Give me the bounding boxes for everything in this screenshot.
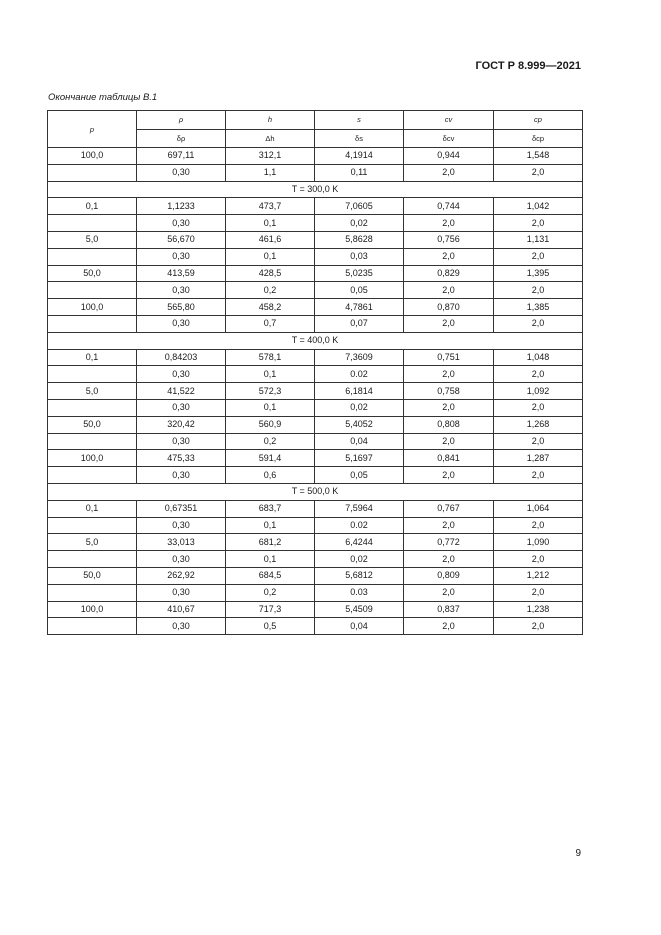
cell-pressure: 0,1 [48, 198, 137, 215]
cell-cv: 0,767 [404, 500, 494, 517]
cell-rho: 410,67 [137, 601, 226, 618]
cell-cv: 0,829 [404, 265, 494, 282]
cell-cp: 2,0 [494, 399, 583, 416]
temperature-group-label: T = 400,0 K [48, 332, 583, 349]
cell-rho: 0,30 [137, 282, 226, 299]
cell-cv: 0,944 [404, 148, 494, 165]
cell-cp: 1,042 [494, 198, 583, 215]
cell-cp: 1,268 [494, 416, 583, 433]
cell-pressure [48, 315, 137, 332]
cell-s: 4,7861 [315, 299, 404, 316]
cell-cv: 0,808 [404, 416, 494, 433]
cell-rho: 0,30 [137, 584, 226, 601]
table-row [48, 299, 583, 316]
cell-rho: 262,92 [137, 567, 226, 584]
cell-pressure [48, 618, 137, 635]
cell-cp: 1,238 [494, 601, 583, 618]
cell-cv: 2,0 [404, 433, 494, 450]
cell-s: 5,0235 [315, 265, 404, 282]
cell-cp: 2,0 [494, 315, 583, 332]
cell-cv: 2,0 [404, 366, 494, 383]
cell-rho: 320,42 [137, 416, 226, 433]
col-header-cv-label: cv [444, 115, 453, 125]
cell-cv: 0,772 [404, 534, 494, 551]
cell-pressure [48, 399, 137, 416]
cell-s: 0.03 [315, 584, 404, 601]
cell-pressure: 100,0 [48, 601, 137, 618]
cell-cp: 2,0 [494, 366, 583, 383]
cell-rho: 0,30 [137, 399, 226, 416]
cell-pressure: 5,0 [48, 534, 137, 551]
cell-s: 0,07 [315, 315, 404, 332]
cell-pressure: 50,0 [48, 416, 137, 433]
cell-h: 0,1 [226, 366, 315, 383]
cell-pressure [48, 433, 137, 450]
cell-pressure: 0,1 [48, 349, 137, 366]
cell-h: 578,1 [226, 349, 315, 366]
col-header-s-label: s [357, 115, 361, 125]
col-header-cp-label: cp [534, 115, 542, 125]
col-header-cp [494, 111, 583, 130]
col-header-cv [404, 111, 494, 130]
cell-pressure: 100,0 [48, 450, 137, 467]
cell-s: 5,6812 [315, 567, 404, 584]
cell-rho: 1,1233 [137, 198, 226, 215]
cell-s: 0,02 [315, 551, 404, 568]
cell-cv: 2,0 [404, 282, 494, 299]
cell-h: 0,1 [226, 517, 315, 534]
cell-cp: 2,0 [494, 618, 583, 635]
cell-h: 591,4 [226, 450, 315, 467]
cell-cp: 2,0 [494, 215, 583, 232]
cell-h: 683,7 [226, 500, 315, 517]
col-header-rho [137, 111, 226, 130]
cell-s: 5,4509 [315, 601, 404, 618]
cell-h: 717,3 [226, 601, 315, 618]
cell-cp: 2,0 [494, 433, 583, 450]
cell-cv: 2,0 [404, 248, 494, 265]
cell-rho: 475,33 [137, 450, 226, 467]
cell-pressure [48, 248, 137, 265]
cell-rho: 41,522 [137, 383, 226, 400]
table-row [48, 383, 583, 400]
cell-cp: 1,092 [494, 383, 583, 400]
cell-cp: 2,0 [494, 517, 583, 534]
cell-h: 1,1 [226, 164, 315, 181]
cell-h: 428,5 [226, 265, 315, 282]
cell-cv: 2,0 [404, 551, 494, 568]
col-header-delta-cv: δcv [404, 129, 494, 148]
cell-rho: 0,30 [137, 467, 226, 484]
col-header-delta-h: Δh [226, 129, 315, 148]
cell-s: 0,05 [315, 467, 404, 484]
cell-s: 5,4052 [315, 416, 404, 433]
cell-h: 0,6 [226, 467, 315, 484]
cell-cv: 0,756 [404, 231, 494, 248]
cell-h: 312,1 [226, 148, 315, 165]
cell-cp: 2,0 [494, 584, 583, 601]
cell-h: 458,2 [226, 299, 315, 316]
cell-h: 0,2 [226, 584, 315, 601]
cell-h: 572,3 [226, 383, 315, 400]
cell-s: 0,04 [315, 618, 404, 635]
cell-cv: 0,758 [404, 383, 494, 400]
cell-pressure: 100,0 [48, 148, 137, 165]
data-table [47, 110, 583, 635]
cell-rho: 0,30 [137, 215, 226, 232]
table-row [48, 467, 583, 484]
cell-cv: 2,0 [404, 618, 494, 635]
table-caption: Окончание таблицы В.1 [48, 92, 158, 103]
cell-cv: 2,0 [404, 215, 494, 232]
cell-h: 0,1 [226, 215, 315, 232]
cell-cv: 0,837 [404, 601, 494, 618]
cell-cp: 1,287 [494, 450, 583, 467]
cell-h: 0,1 [226, 399, 315, 416]
cell-h: 0,2 [226, 282, 315, 299]
cell-s: 4,1914 [315, 148, 404, 165]
cell-pressure: 50,0 [48, 567, 137, 584]
cell-cv: 2,0 [404, 467, 494, 484]
table-row [48, 567, 583, 584]
cell-h: 0,1 [226, 248, 315, 265]
cell-cv: 2,0 [404, 164, 494, 181]
cell-pressure [48, 164, 137, 181]
cell-pressure: 100,0 [48, 299, 137, 316]
cell-s: 0.02 [315, 366, 404, 383]
table-row [48, 148, 583, 165]
cell-pressure [48, 551, 137, 568]
cell-cp: 2,0 [494, 282, 583, 299]
cell-cv: 0,870 [404, 299, 494, 316]
cell-s: 0.02 [315, 517, 404, 534]
document-id: ГОСТ Р 8.999—2021 [475, 60, 581, 72]
cell-s: 6,1814 [315, 383, 404, 400]
col-header-delta-rho: δρ [137, 129, 226, 148]
cell-s: 5,8628 [315, 231, 404, 248]
page-number: 9 [575, 848, 581, 859]
temperature-group-label: T = 500,0 K [48, 483, 583, 500]
table-row [48, 534, 583, 551]
temperature-group-label: T = 300,0 K [48, 181, 583, 198]
cell-rho: 697,11 [137, 148, 226, 165]
cell-rho: 56,670 [137, 231, 226, 248]
cell-rho: 0,30 [137, 551, 226, 568]
table-row [48, 399, 583, 416]
cell-h: 461,6 [226, 231, 315, 248]
cell-pressure [48, 366, 137, 383]
cell-s: 0,03 [315, 248, 404, 265]
cell-h: 473,7 [226, 198, 315, 215]
table-row [48, 215, 583, 232]
cell-h: 0,1 [226, 551, 315, 568]
cell-pressure [48, 584, 137, 601]
cell-cv: 2,0 [404, 584, 494, 601]
table-row [48, 618, 583, 635]
col-header-h-label: h [267, 115, 273, 125]
col-header-delta-cp: δcp [494, 129, 583, 148]
cell-rho: 0,30 [137, 315, 226, 332]
cell-cp: 2,0 [494, 248, 583, 265]
cell-cp: 1,385 [494, 299, 583, 316]
table-header [48, 111, 583, 148]
cell-cp: 2,0 [494, 164, 583, 181]
table-row [48, 315, 583, 332]
cell-s: 0,02 [315, 215, 404, 232]
cell-cp: 1,548 [494, 148, 583, 165]
col-header-delta-s: δs [315, 129, 404, 148]
table-row [48, 416, 583, 433]
cell-pressure [48, 282, 137, 299]
table-row [48, 349, 583, 366]
cell-cv: 0,809 [404, 567, 494, 584]
cell-cp: 2,0 [494, 467, 583, 484]
cell-cp: 1,048 [494, 349, 583, 366]
cell-s: 7,0605 [315, 198, 404, 215]
cell-s: 7,5964 [315, 500, 404, 517]
cell-rho: 0,30 [137, 164, 226, 181]
cell-h: 0,2 [226, 433, 315, 450]
cell-cv: 2,0 [404, 399, 494, 416]
table-row [48, 248, 583, 265]
cell-pressure [48, 467, 137, 484]
table-row [48, 450, 583, 467]
cell-rho: 0,67351 [137, 500, 226, 517]
col-header-p-label: p [89, 124, 95, 134]
table-row [48, 433, 583, 450]
cell-rho: 0,30 [137, 248, 226, 265]
cell-h: 0,7 [226, 315, 315, 332]
cell-pressure: 5,0 [48, 383, 137, 400]
cell-cp: 1,131 [494, 231, 583, 248]
cell-cv: 0,751 [404, 349, 494, 366]
table-row [48, 366, 583, 383]
temperature-group-row [48, 483, 583, 500]
cell-pressure [48, 215, 137, 232]
table-body [48, 148, 583, 635]
cell-pressure: 50,0 [48, 265, 137, 282]
cell-cv: 0,744 [404, 198, 494, 215]
table-row [48, 584, 583, 601]
cell-s: 6,4244 [315, 534, 404, 551]
table-row [48, 517, 583, 534]
cell-s: 7,3609 [315, 349, 404, 366]
table-row [48, 164, 583, 181]
cell-rho: 0,30 [137, 433, 226, 450]
cell-pressure: 5,0 [48, 231, 137, 248]
cell-cp: 1,395 [494, 265, 583, 282]
table-row [48, 265, 583, 282]
cell-s: 5,1697 [315, 450, 404, 467]
cell-cp: 1,090 [494, 534, 583, 551]
cell-h: 684,5 [226, 567, 315, 584]
cell-s: 0,04 [315, 433, 404, 450]
table-row [48, 198, 583, 215]
cell-h: 0,5 [226, 618, 315, 635]
cell-s: 0,11 [315, 164, 404, 181]
table-row [48, 231, 583, 248]
cell-cp: 2,0 [494, 551, 583, 568]
cell-cv: 2,0 [404, 517, 494, 534]
cell-pressure: 0,1 [48, 500, 137, 517]
col-header-s [315, 111, 404, 130]
cell-rho: 565,80 [137, 299, 226, 316]
cell-pressure [48, 517, 137, 534]
cell-rho: 413,59 [137, 265, 226, 282]
cell-s: 0,02 [315, 399, 404, 416]
temperature-group-row [48, 332, 583, 349]
cell-h: 560,9 [226, 416, 315, 433]
cell-rho: 0,30 [137, 517, 226, 534]
cell-cv: 2,0 [404, 315, 494, 332]
temperature-group-row [48, 181, 583, 198]
col-header-p [48, 111, 137, 148]
cell-rho: 33,013 [137, 534, 226, 551]
cell-rho: 0,84203 [137, 349, 226, 366]
cell-rho: 0,30 [137, 366, 226, 383]
cell-cp: 1,064 [494, 500, 583, 517]
table-row [48, 500, 583, 517]
cell-h: 681,2 [226, 534, 315, 551]
cell-cp: 1,212 [494, 567, 583, 584]
table-row [48, 551, 583, 568]
cell-cv: 0,841 [404, 450, 494, 467]
table-row [48, 601, 583, 618]
table-row [48, 282, 583, 299]
col-header-rho-label: ρ [178, 115, 184, 125]
col-header-h [226, 111, 315, 130]
cell-s: 0,05 [315, 282, 404, 299]
cell-rho: 0,30 [137, 618, 226, 635]
